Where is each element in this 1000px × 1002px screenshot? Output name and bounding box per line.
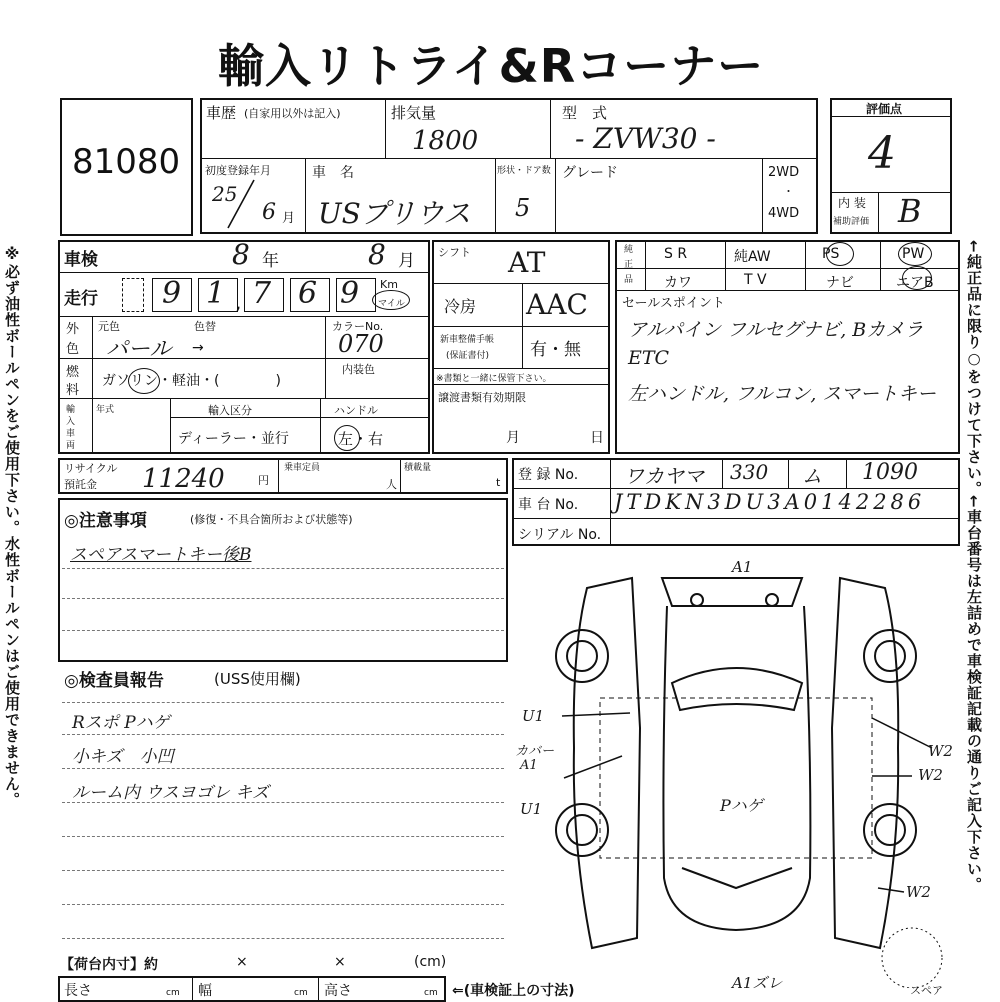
original-color-label: 元色 — [98, 320, 120, 333]
inspector-line-3: ルーム内 ウスヨゴレ キズ — [72, 783, 269, 803]
mileage-label: 走行 — [64, 289, 98, 309]
import-year-label: 年式 — [96, 405, 115, 415]
interior-label-1: 内 装 — [838, 196, 866, 210]
right-vertical-note-chassis: ←車台番号は左詰めで車検証記載の通りご記入下さい。 — [965, 495, 983, 893]
maintenance-label-1: 新車整備手帳 — [440, 335, 495, 345]
inspector-line-1: Rスポ Pハゲ — [72, 713, 170, 733]
page-title: 輸入リトライ&Rコーナー — [218, 39, 765, 93]
genuine-label-2: 正 — [624, 260, 634, 270]
transfer-month-unit: 月 — [506, 430, 520, 446]
genuine-pw-circle — [898, 242, 932, 266]
diagram-mark-cover: カバー — [515, 744, 555, 759]
car-name-label: 車 名 — [312, 165, 354, 181]
first-reg-slash — [222, 176, 262, 232]
handle-value: 左・右 — [338, 430, 384, 448]
fuel-label-2: 料 — [66, 383, 80, 398]
import-label-3: 車 — [66, 429, 76, 439]
cargo-times-2: × — [334, 954, 346, 970]
cargo-note: ⇐(車検証上の寸法) — [452, 983, 575, 999]
model-value: - ZVW30 - — [575, 122, 716, 155]
car-damage-diagram — [512, 548, 960, 988]
plate-kana: ム — [802, 464, 822, 488]
displacement-label: 排気量 — [391, 104, 437, 122]
first-reg-label: 初度登録年月 — [205, 164, 271, 177]
drive-dot: ・ — [783, 185, 794, 198]
drive-2wd: 2WD — [768, 165, 800, 180]
color-value: パール — [106, 337, 172, 362]
capacity-label: 乗車定員 — [284, 463, 321, 473]
recycle-label-2: 預託金 — [64, 478, 97, 491]
inspector-label: ◎検査員報告 — [64, 671, 164, 691]
mileage-digit-5: 9 — [340, 276, 360, 311]
inspection-month-unit: 月 — [398, 251, 415, 271]
genuine-ps: PS — [822, 246, 840, 262]
diagram-mark-a1-left: A1 — [520, 758, 538, 773]
cargo-width-unit: cm — [294, 988, 308, 998]
mileage-digit-3: 7 — [252, 276, 272, 311]
transfer-day-unit: 日 — [590, 430, 604, 446]
interior-color-label: 内装色 — [342, 363, 375, 376]
ac-value: AAC — [526, 288, 588, 321]
first-reg-month: 6 — [262, 200, 276, 225]
chassis-value: JTDKN3DU3A0142286 — [614, 490, 926, 514]
inspector-label-sub: (USS使用欄) — [214, 670, 301, 688]
load-label: 積載量 — [404, 463, 432, 473]
inspection-label: 車検 — [64, 250, 98, 270]
mileage-digit-2: 1 — [206, 276, 226, 311]
sales-point-line-2: ETC — [628, 347, 670, 369]
genuine-sr: S R — [664, 246, 688, 262]
genuine-leather: カワ — [664, 275, 692, 291]
fuel-selected-circle — [128, 368, 160, 394]
doors-value: 5 — [515, 194, 531, 222]
shift-label: シフト — [438, 246, 471, 259]
genuine-label-3: 品 — [624, 275, 634, 285]
car-name-value: USプリウス — [318, 197, 471, 230]
left-vertical-note: ※必ず油性ボールペンをご使用下さい。水性ボールペンはご使用できません。 — [3, 245, 21, 808]
fuel-label-1: 燃 — [66, 365, 80, 380]
inspection-year-unit: 年 — [262, 251, 279, 271]
recycle-value: 11240 — [142, 464, 225, 494]
right-vertical-note-genuine: ←純正品に限り○をつけて下さい。 — [965, 240, 983, 497]
mileage-digit-4: 6 — [298, 276, 318, 311]
genuine-label-1: 純 — [624, 245, 634, 255]
genuine-ps-circle — [826, 242, 854, 266]
cargo-length-label: 長さ — [64, 983, 92, 999]
maintenance-label-2: (保証書付) — [446, 351, 490, 361]
diagram-mark-w2-upper: W2 — [928, 742, 953, 760]
maintenance-note: ※書類と一緒に保管下さい。 — [436, 374, 552, 384]
shift-value: AT — [508, 246, 546, 279]
sales-points-label: セールスポイント — [622, 296, 725, 311]
drive-4wd: 4WD — [768, 206, 800, 221]
mileage-digit-1: 9 — [162, 276, 182, 311]
cargo-unit: (cm) — [414, 954, 447, 970]
diagram-mark-u1-left-upper: U1 — [522, 707, 545, 725]
fuel-options: ガソリン・軽油・( ) — [102, 373, 281, 389]
spare-label: スペア — [910, 984, 943, 997]
handle-label: ハンドル — [334, 404, 378, 417]
plate-region: ワカヤマ — [624, 464, 704, 488]
repaint-color-label: 色替 — [194, 320, 216, 333]
diagram-mark-a1-bottom: A1ズレ — [732, 974, 783, 992]
plate-number: 1090 — [862, 460, 918, 485]
mileage-separator: , — [235, 290, 242, 314]
inspection-year: 8 — [232, 238, 250, 271]
score-value: 4 — [868, 128, 896, 179]
score-label: 評価点 — [866, 102, 903, 116]
import-label-2: 入 — [66, 417, 76, 427]
diagram-mark-p-hage: Pハゲ — [720, 796, 763, 815]
history-note: (自家用以外は記入) — [244, 107, 341, 120]
genuine-airbag-circle — [902, 266, 932, 290]
model-label: 型 式 — [562, 104, 608, 122]
grade-label: グレード — [562, 165, 618, 181]
mileage-unit-mile: マイル — [378, 299, 405, 309]
sales-point-line-1: アルパイン フルセグナビ, Bカメラ — [628, 319, 924, 341]
diagram-mark-u1-left-lower: U1 — [520, 800, 543, 818]
transfer-label: 譲渡書類有効期限 — [438, 391, 526, 404]
import-label-4: 両 — [66, 441, 76, 451]
handle-selected-circle — [334, 425, 360, 451]
color-code-label: カラーNo. — [332, 320, 384, 333]
cargo-label: 【荷台内寸】約 — [60, 957, 158, 973]
sales-point-line-3: 左ハンドル, フルコン, スマートキー — [628, 383, 937, 405]
import-label-1: 輸 — [66, 405, 76, 415]
import-class-label: 輸入区分 — [208, 404, 252, 417]
genuine-pw: PW — [902, 246, 925, 262]
displacement-value: 1800 — [412, 126, 479, 156]
mileage-unit-circle — [372, 290, 410, 310]
genuine-tv: T V — [744, 272, 767, 288]
first-reg-year: 25 — [212, 182, 238, 206]
color-arrow: → — [192, 340, 204, 356]
ac-label: 冷房 — [444, 297, 477, 316]
cargo-width-label: 幅 — [198, 983, 212, 999]
diagram-mark-a1-top: A1 — [732, 558, 753, 576]
cargo-height-label: 高さ — [324, 983, 352, 999]
notes-label: ◎注意事項 — [64, 511, 147, 531]
recycle-unit: 円 — [258, 474, 269, 487]
load-unit: t — [496, 476, 501, 489]
inspection-month: 8 — [368, 238, 386, 271]
plate-label: 登 録 No. — [518, 467, 579, 483]
cargo-times-1: × — [236, 954, 248, 970]
outer-color-label-2: 色 — [66, 342, 80, 357]
genuine-navi: ナビ — [826, 275, 854, 291]
cargo-length-unit: cm — [166, 988, 180, 998]
notes-line-1: スペアスマートキー後B — [70, 545, 252, 565]
genuine-aw: 純AW — [734, 249, 771, 265]
import-class-value: ディーラー・並行 — [178, 431, 289, 447]
cargo-height-unit: cm — [424, 988, 438, 998]
inspector-line-2: 小キズ 小凹 — [72, 747, 174, 767]
history-label: 車歴 — [206, 104, 237, 122]
capacity-unit: 人 — [386, 478, 397, 491]
maintenance-value: 有・無 — [530, 340, 581, 360]
serial-label: シリアル No. — [518, 527, 602, 543]
notes-label-sub: (修復・不具合箇所および状態等) — [190, 513, 353, 526]
diagram-mark-w2-middle: W2 — [918, 766, 943, 784]
outer-color-label-1: 外 — [66, 322, 80, 337]
chassis-label: 車 台 No. — [518, 497, 579, 513]
interior-label-2: 補助評価 — [833, 217, 870, 227]
diagram-mark-w2-lower: W2 — [906, 883, 931, 901]
recycle-label-1: リサイクル — [64, 462, 118, 475]
first-reg-month-unit: 月 — [282, 211, 296, 226]
genuine-airbag: エアB — [896, 275, 934, 291]
color-code-value: 070 — [338, 330, 384, 358]
interior-value: B — [898, 192, 922, 230]
plate-class: 330 — [730, 460, 769, 484]
shape-doors-label: 形状・ドア数 — [497, 166, 551, 176]
lot-number: 81080 — [72, 142, 181, 182]
mileage-unit-km: Km — [380, 278, 398, 291]
